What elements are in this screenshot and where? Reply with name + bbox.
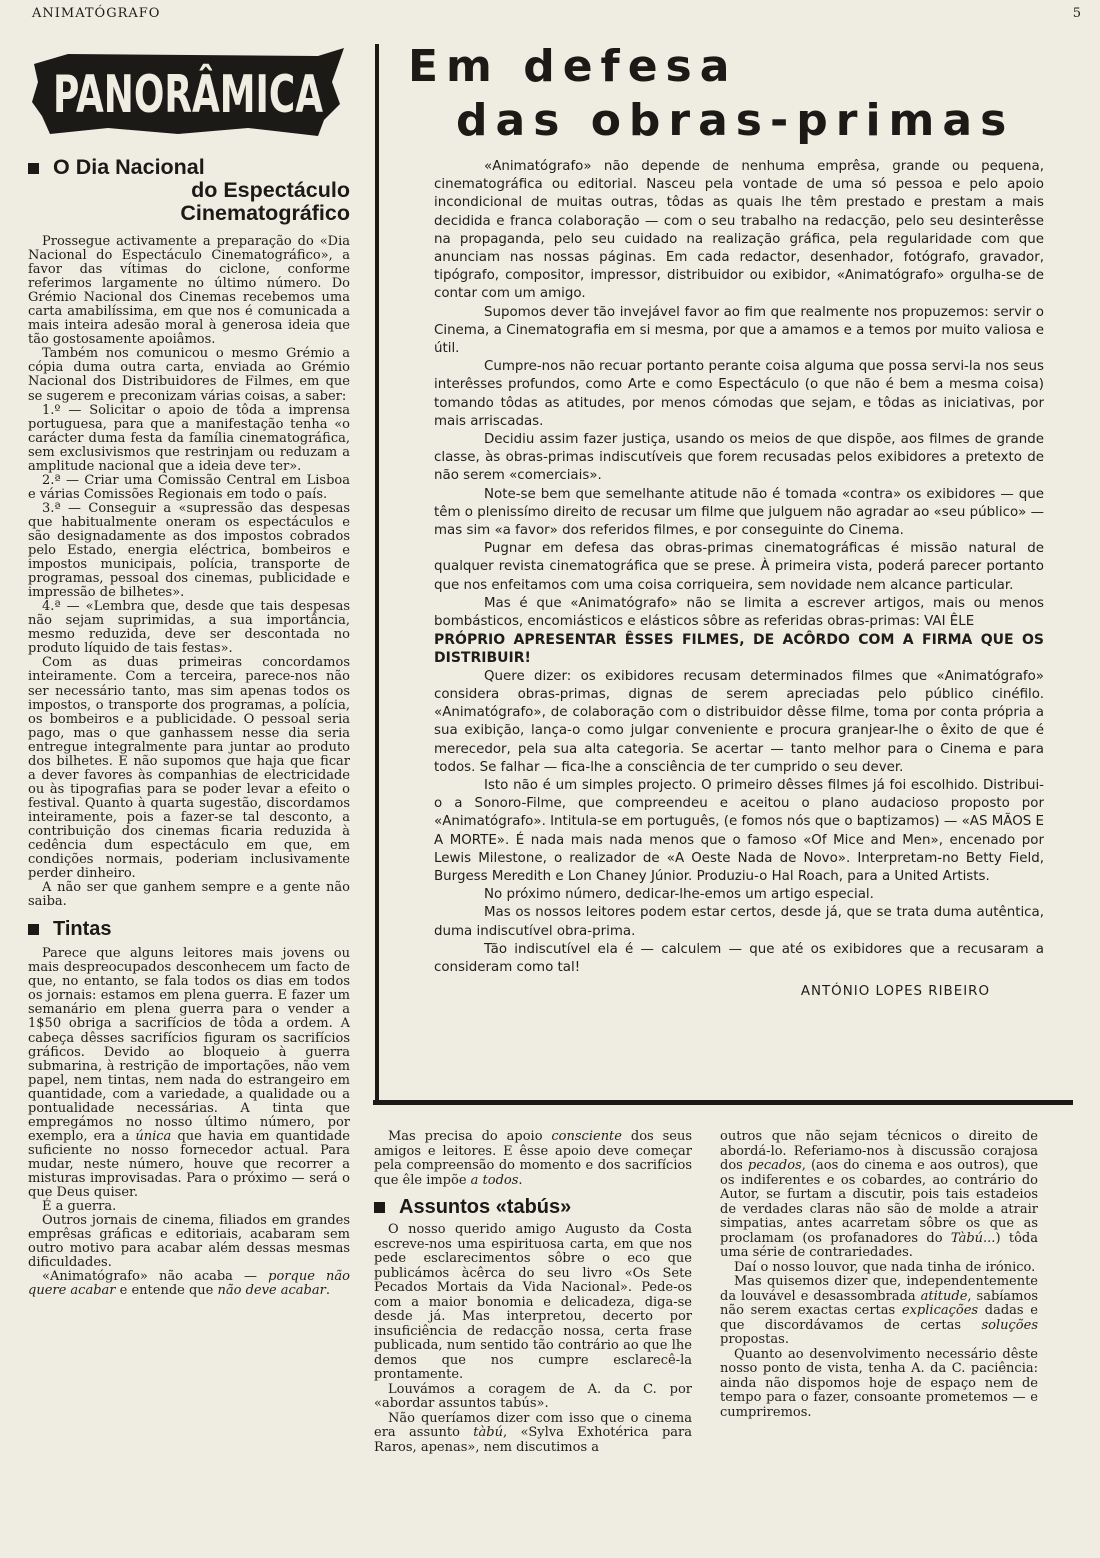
dia-title-line3: Cinematográfico <box>180 201 350 225</box>
paragraph: 2.ª — Criar uma Comissão Central em Lisboa e várias Comissões Regionais em todo o país. <box>28 472 350 502</box>
paragraph: Parece que alguns leitores mais jovens ou mais despreocupados desconhecem um facto de que, no entanto, se fala todos os dias em todos os jornais: estamos em plena guerra. E fazer um semanário em plena guerra para o vender a 1$50 obriga a sacrifícios de tôda a ordem. A cabeça dêsses sacrifícios figuram os sacrifícios gráficos. Devido ao bloqueio à guerra submarina, à restrição de importações, não vem papel, nem tintas, nem nada do estrangeiro em quantidade, com a variedade, a qualidade ou a pontualidade necessárias. A tinta que empregámos no nosso último número, por exemplo, era a única que havia em quantidade suficiente no nosso fornecedor actual. Para mudar, neste número, houve que recorrer a misturas improvisadas. Para o próximo — será o que Deus quiser. <box>28 946 350 1201</box>
paragraph: Prossegue activamente a preparação do «Dia Nacional do Espectáculo Cinematográfico», a favor das vítimas do ciclone, conforme referimos largamente no último número. Do Grémio Nacional dos Cinemas recebemos uma carta amabilíssima, em que nos é comunicada a mais inteira adesão moral à generosa ideia que tão gostosamente apoiâmos. <box>28 234 350 348</box>
paragraph: A não ser que ganhem sempre e a gente não saiba. <box>28 880 350 910</box>
tabus-title-text: Assuntos «tabús» <box>399 1196 572 1218</box>
paragraph: O nosso querido amigo Augusto da Costa escreve-nos uma espirituosa carta, em que nos pede esclarecimentos sôbre o eco que publicámos àcêrca do seu livro «Os Sete Pecados Mortais da Vida Nacional». Pede-os com a maior bonomia e delicadeza, diga-se desde já. Mas interpretou, decerto por insuficiência de redacção nossa, certa frase publicada, num sentido tão contrário ao que lhe demos que nos cumpre esclarecê-la prontamente. <box>374 1222 692 1382</box>
article-body <box>384 158 1044 1001</box>
paragraph: Mas quisemos dizer que, independentemente da louvável e desassombrada atitude, sabíamos não serem exactas certas explicações dadas e que discordávamos de certas soluções propostas. <box>720 1274 1039 1347</box>
title-line1: Em defesa <box>408 41 738 92</box>
paragraph: outros que não sejam técnicos o direito de abordá-lo. Referiamo-nos à discussão corajosa dos pecados, (aos do cinema e aos outros), que os indiferentes e os cobardes, ao contrário do Autor, se furtam a discutir, pois tais estadeios de verdades claras não são de molde a atrair simpatias, antes acarretam sôbre os que as proclamam (os profanadores do Tàbú...) tôda uma série de contrariedades. <box>720 1129 1039 1260</box>
paragraph: Mas é que «Animatógrafo» não se limita a escrever artigos, mais ou menos bombásticos, encomiásticos e elásticos sôbre as referidas obras-primas: VAI ÊLE <box>434 595 1044 630</box>
paragraph: Não queríamos dizer com isso que o cinema era assunto tàbú, «Sylva Exhotérica para Raros, apenas», nem discutimos a <box>374 1410 693 1455</box>
paragraph: Decidiu assim fazer justiça, usando os meios de que dispõe, aos filmes de grande classe, às obras-primas indiscutíveis que forem recusadas pelos exibidores a pretexto de não serem «comerciais». <box>434 432 1044 484</box>
column-rule <box>375 44 379 1104</box>
tabus-title <box>374 1196 692 1219</box>
bullet-icon <box>28 163 39 174</box>
dia-nacional-body <box>28 235 350 909</box>
dia-nacional-title <box>28 156 350 225</box>
paragraph: «Animatógrafo» não depende de nenhuma emprêsa, grande ou pequena, cinematográfica ou editorial. Nasceu pela vontade de uma só pessoa e pelo apoio incondicional de muitas outras, tôdas as quais lhe têm prestado e prestam a mais decidida e franca colaboração — com o seu trabalho na redacção, pelo seu desinterêsse na propaganda, pelo seu cuidado na realização gráfica, pela regularidade com que anunciam nas nossas páginas. Em cada redactor, desenhador, fotógrafo, gravador, tipógrafo, compositor, impressor, distribuidor ou exibidor, «Animatógrafo» orgulha-se de contar com um amigo. <box>434 159 1044 302</box>
paragraph: Note-se bem que semelhante atitude não é tomada «contra» os exibidores — que têm o plenissímo direito de recusar um filme que julguem não agradar ao «seu público» — mas sim «a favor» dos referidos filmes, e por conseguinte do Cinema. <box>434 486 1044 539</box>
lower-column-right <box>720 1130 1038 1420</box>
paragraph: Daí o nosso louvor, que nada tinha de irónico. <box>734 1259 1036 1275</box>
dia-title-line1: O Dia Nacional <box>53 155 205 179</box>
bullet-icon <box>28 924 39 935</box>
article-box-rule <box>373 1100 1073 1105</box>
page-header <box>32 6 1082 26</box>
paragraph: Mas precisa do apoio consciente dos seus amigos e leitores. E êsse apoio deve começar pela compreensão do momento e dos sacrifícios que êle impõe a todos. <box>374 1129 692 1188</box>
magazine-name: ANIMATÓGRAFO <box>32 6 161 21</box>
panoramica-logo-text: PANORÂMICA <box>53 65 445 125</box>
article-title <box>384 40 1044 148</box>
paragraph: Quanto ao desenvolvimento necessário dêste nosso ponto de vista, tenha A. da C. paciência: ainda não dispomos hoje de espaço nem de tempo para o fazer, consoante prometemos — e cumpriremos. <box>720 1346 1038 1420</box>
paragraph: 3.ª — Conseguir a «supressão das despesas que habitualmente oneram os espectáculos e são designadamente as dos impostos cobrados pelo Estado, energia eléctrica, bombeiros e impostos municipais, polícia, transporte de programas, pessoal dos cinemas, publicidade e impressão de bilhetes». <box>28 500 350 601</box>
title-line2: das obras-primas <box>456 95 1015 146</box>
tintas-body <box>28 947 350 1298</box>
paragraph: Tão indiscutível ela é — calculem — que até os exibidores que a recusaram a consideram como tal! <box>434 941 1044 975</box>
main-article <box>384 40 1044 1001</box>
paragraph: Mas os nossos leitores podem estar certos, desde já, que se trata duma autêntica, duma indiscutível obra-prima. <box>434 905 1044 939</box>
paragraph: Louvámos a coragem de A. da C. por «abordar assuntos tabús». <box>374 1381 692 1411</box>
paragraph: Supomos dever tão invejável favor ao fim que realmente nos propuzemos: servir o Cinema, a Cinematografia em si mesma, por que a amamos e a temos por muito valiosa e útil. <box>434 304 1044 357</box>
signature: ANTÓNIO LOPES RIBEIRO <box>800 984 990 1000</box>
paragraph: 1.º — Solicitar o apoio de tôda a imprensa portuguesa, para que a manifestação tenha «o carácter duma festa da família cinematográfica, sem exclusivismos que restrinjam ou reduzam a amplitude nacional que a ideia deve ter». <box>28 402 350 474</box>
paragraph-caps: PRÓPRIO APRESENTAR ÊSSES FILMES, DE ACÔRDO COM A FIRMA QUE OS DISTRIBUIR! <box>434 632 1044 667</box>
paragraph: Isto não é um simples projecto. O primeiro dêsses filmes já foi escolhido. Distribui-o a Sonoro-Filme, que compreendeu e aceitou o plano audacioso proposto por «Animatógrafo». Intitula-se em português, (e fomos nós que o baptizamos) — «AS MÃOS E A MORTE». É nada mais nada menos que o famoso «Of Mice and Men», encenado por Lewis Milestone, o realizador de «A Oeste Nada de Novo». Interpretam-no Betty Field, Burgess Meredith e Lon Chaney Júnior. Produziu-o Hal Roach, para a United Artists. <box>434 777 1044 884</box>
tabus-continued <box>720 1130 1038 1420</box>
paragraph: Quere dizer: os exibidores recusam determinados filmes que «Animatógrafo» considera obras-primas, dignas de serem apreciadas pelo público cinéfilo. «Animatógrafo», de colaboração com o distribuidor dêsse filme, toma por conta própria a sua exibição, lança-o como julgar conveniente e procura granjear-lhe o êxito de que é merecedor, pela sua alta categoria. Se acertar — tanto melhor para o Cinema e para todos. Se falhar — fica-lhe a consciência de ter cumprido o seu dever. <box>434 668 1044 775</box>
paragraph: É a guerra. <box>42 1199 117 1215</box>
page-number: 5 <box>1072 6 1082 21</box>
paragraph: Também nos comunicou o mesmo Grémio a cópia duma outra carta, enviada ao Grémio Nacional dos Distribuidores de Filmes, em que se sugerem e preconizam várias coisas, a saber: <box>28 346 350 404</box>
tintas-title <box>28 917 350 941</box>
tintas-title-text: Tintas <box>53 918 112 941</box>
paragraph: 4.ª — «Lembra que, desde que tais despesas não sejam suprimidas, a sua importância, mesmo reduzida, deve ser descontada no produto líquido de tais festas». <box>28 599 350 657</box>
dia-title-line2: do Espectáculo <box>191 178 350 202</box>
paragraph: «Animatógrafo» não acaba — porque não quere acabar e entende que não deve acabar. <box>28 1269 350 1299</box>
paragraph: Pugnar em defesa das obras-primas cinematográficas é missão natural de qualquer revista cinematográfica que se prese. À primeira vista, poderá parecer portanto que nos enfeitamos com uma coisa corriqueira, sem novidade nem alcance particular. <box>434 541 1044 593</box>
paragraph: Com as duas primeiras concordamos inteiramente. Com a terceira, parece-nos não ser necessário tanto, mas sim apenas todos os impostos, o transporte dos programas, a polícia, os bombeiros e a publicidade. O pessoal seria pago, mas o que ganhassem nesse dia seria entregue integralmente para juntar ao produto dos bilhetes. E não supomos que haja que ficar a dever favores às companhias de electricidade ou às tipografias para se poder levar a efeito o festival. Quanto à quarta sugestão, discordamos inteiramente, pois a fazer-se tal desconto, a contribuição dos cinemas ficaria reduzida à cedência dum espectáculo em que, em condições normais, poderiam inclusivamente perder dinheiro. <box>28 655 350 882</box>
tabus-body <box>374 1223 692 1455</box>
paragraph: Outros jornais de cinema, filiados em grandes emprêsas gráficas e editoriais, acabaram sem outro motivo para acabar além dessas mesmas dificuldades. <box>28 1213 350 1271</box>
paragraph: No próximo número, dedicar-lhe-emos um artigo especial. <box>484 887 874 903</box>
panoramica-logo <box>28 42 445 140</box>
paragraph: Cumpre-nos não recuar portanto perante coisa alguma que possa servi-la nos seus interêsses profundos, como Arte e como Espectáculo (o que não é bem a mesma coisa) tomando tôdas as atitudes, por menos cómodas que sejam, e tôdas as iniciativas, por mais arriscadas. <box>434 359 1044 429</box>
lower-column-middle <box>374 1130 692 1455</box>
left-column <box>28 42 445 1299</box>
bullet-icon <box>374 1202 385 1213</box>
tintas-continued <box>374 1130 692 1188</box>
